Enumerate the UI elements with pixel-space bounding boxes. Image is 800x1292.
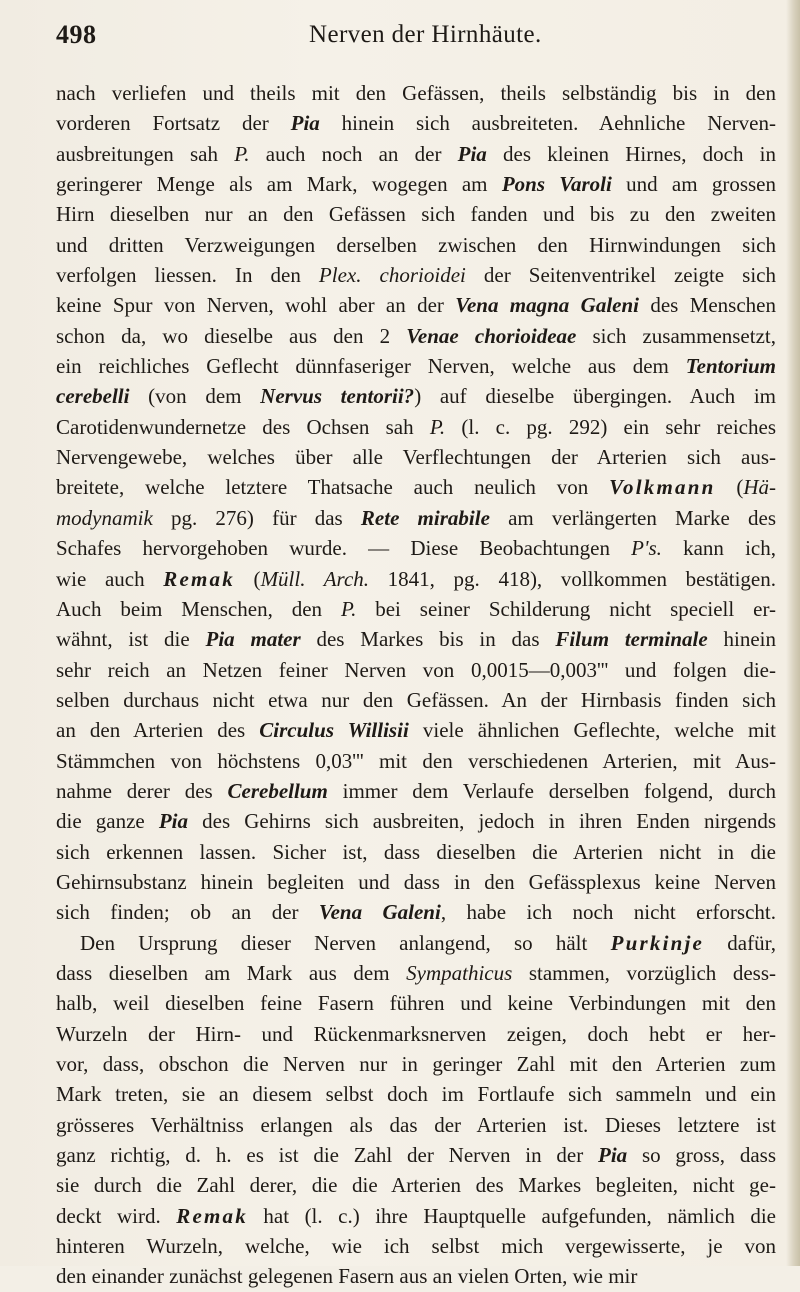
text-run: des Menschen — [639, 293, 776, 318]
text-run: (l. c. pg. 292) ein sehr reiches — [445, 414, 776, 439]
italic-term: Volkmann — [609, 475, 716, 500]
text-run: auch noch an der — [249, 141, 458, 166]
italic-term: Pia mater — [205, 627, 301, 652]
text-line — [56, 806, 776, 836]
text-line — [56, 1201, 776, 1231]
text-run: sie durch die Zahl derer, die die Arterien des Markes begleiten, nicht ge- — [56, 1173, 776, 1198]
page-header — [56, 20, 776, 56]
text-line — [56, 321, 776, 351]
text-run: und dritten Verzweigungen derselben zwischen den Hirnwindungen sich — [56, 232, 776, 257]
text-line — [56, 472, 776, 502]
text-run: dass dieselben am Mark aus dem — [56, 960, 407, 985]
page-number: 498 — [56, 20, 97, 49]
italic-term: Nervus tentorii? — [260, 384, 415, 409]
text-run: an den Arterien des — [56, 718, 260, 743]
italic-term: Rete mirabile — [360, 505, 490, 530]
text-run: 1841, pg. 418), vollkommen bestätigen. — [369, 566, 777, 591]
text-line — [56, 746, 776, 776]
text-line — [56, 685, 776, 715]
text-line — [56, 1079, 776, 1109]
text-run: Gehirnsubstanz hinein begleiten und dass in den Gefässplexus keine Nerven — [56, 869, 776, 894]
italic-term: Pia — [290, 111, 320, 136]
italic-term: Vena magna Galeni — [455, 293, 639, 318]
italic-term: Hä- — [743, 475, 776, 500]
text-run: Schafes hervorgehoben wurde. — Diese Beobachtungen — [56, 536, 632, 561]
italic-term: P. — [234, 141, 250, 166]
text-run: verfolgen liessen. In den — [56, 263, 319, 288]
text-run: hinein sich ausbreiteten. Aehnliche Nerven- — [319, 111, 776, 136]
text-run: schon da, wo dieselbe aus den 2 — [56, 323, 407, 348]
italic-term: Müll. Arch. — [260, 566, 370, 591]
text-run: , habe ich noch nicht erforscht. — [440, 900, 776, 925]
text-line — [56, 108, 776, 138]
text-run: am verlängerten Marke des — [489, 505, 776, 530]
text-run: und am grossen — [611, 172, 776, 197]
italic-term: modynamik — [56, 505, 153, 530]
running-title: Nerven der Hirnhäute. — [309, 21, 542, 48]
text-line — [56, 1140, 776, 1170]
text-run: geringerer Menge als am Mark, wogegen am — [56, 172, 502, 197]
italic-term: Pia — [158, 809, 189, 834]
text-run: breitete, welche letztere Thatsache auch neulich von — [56, 475, 610, 500]
italic-term: Pia — [598, 1143, 628, 1168]
text-run: deckt wird. — [56, 1203, 177, 1228]
text-run: hinteren Wurzeln, welche, wie ich selbst mich vergewisserte, je von — [56, 1234, 776, 1259]
text-run: Auch beim Menschen, den — [56, 596, 341, 621]
text-line — [56, 1110, 776, 1140]
text-run: Hirn dieselben nur an den Gefässen sich fanden und bis zu den zweiten — [56, 202, 776, 227]
text-run: so gross, dass — [627, 1143, 776, 1168]
italic-term: P's. — [631, 536, 662, 561]
text-run: des kleinen Hirnes, doch in — [486, 141, 776, 166]
text-run: grösseres Verhältniss erlangen als das der Arterien ist. Dieses letztere ist — [56, 1112, 776, 1137]
text-line — [56, 837, 776, 867]
text-line — [56, 988, 776, 1018]
text-line — [56, 351, 776, 381]
text-run: sich erkennen lassen. Sicher ist, dass dieselben die Arterien nicht in die — [56, 839, 776, 864]
text-run: Carotidenwundernetze des Ochsen sah — [56, 414, 430, 439]
text-run: wie auch — [56, 566, 164, 591]
text-run: halb, weil dieselben feine Fasern führen und keine Verbindungen mit den — [56, 991, 776, 1016]
text-line — [56, 776, 776, 806]
italic-term: Remak — [163, 566, 235, 591]
body-text — [56, 78, 776, 1292]
text-run: Mark treten, sie an diesem selbst doch im Fortlaufe sich sammeln und ein — [56, 1082, 776, 1107]
text-run: Nervengewebe, welches über alle Verflechtungen der Arterien sich aus- — [56, 445, 776, 470]
text-line — [56, 897, 776, 927]
text-line — [56, 655, 776, 685]
text-run: stammen, vorzüglich dess- — [512, 960, 776, 985]
text-line — [56, 199, 776, 229]
text-line — [56, 260, 776, 290]
text-run: ( — [234, 566, 261, 591]
text-run: nahme derer des — [56, 778, 228, 803]
text-run: hat (l. c.) ihre Hauptquelle aufgefunden, nämlich die — [247, 1203, 776, 1228]
italic-term: Remak — [176, 1203, 248, 1228]
text-run: ) auf dieselbe übergingen. Auch im — [414, 384, 777, 409]
text-run: hinein — [707, 627, 776, 652]
text-run: keine Spur von Nerven, wohl aber an der — [56, 293, 456, 318]
text-line — [56, 624, 776, 654]
text-run: immer dem Verlaufe derselben folgend, durch — [327, 778, 776, 803]
text-line — [56, 290, 776, 320]
text-run: Den Ursprung dieser Nerven anlangend, so hält — [80, 930, 611, 955]
italic-term: Venae chorioideae — [406, 323, 577, 348]
text-run: nach verliefen und theils mit den Gefässen, theils selbständig bis in den — [56, 81, 776, 105]
text-run: den einander zunächst gelegenen Fasern aus an vielen Orten, wie mir — [56, 1264, 638, 1289]
text-line — [56, 412, 776, 442]
text-run: sich zusammensetzt, — [576, 323, 776, 348]
text-run: Stämmchen von höchstens 0,03''' mit den verschiedenen Arterien, mit Aus- — [56, 748, 776, 773]
italic-term: Plex. chorioidei — [318, 263, 466, 288]
text-run: (von dem — [129, 384, 261, 409]
italic-term: P. — [429, 414, 446, 439]
text-line — [56, 442, 776, 472]
text-run: bei seiner Schilderung nicht speciell er- — [356, 596, 777, 621]
text-run: viele ähnlichen Geflechte, welche mit — [408, 718, 776, 743]
text-run: vorderen Fortsatz der — [56, 111, 291, 136]
text-run: vor, dass, obschon die Nerven nur in geringer Zahl mit den Arterien zum — [56, 1052, 776, 1076]
text-run: ganz richtig, d. h. es ist die Zahl der Nerven in der — [56, 1143, 598, 1168]
italic-term: Cerebellum — [227, 778, 328, 803]
italic-term: Purkinje — [610, 930, 705, 955]
italic-term: P. — [340, 596, 357, 621]
text-run: ( — [715, 475, 744, 500]
text-line — [56, 533, 776, 563]
text-run: ein reichliches Geflecht dünnfaseriger Nerven, welche aus dem — [56, 354, 686, 379]
italic-term: Filum terminale — [555, 627, 708, 652]
text-line — [56, 230, 776, 260]
text-run: pg. 276) für das — [152, 505, 361, 530]
text-line — [56, 867, 776, 897]
text-run: des Markes bis in das — [300, 627, 556, 652]
text-line — [56, 715, 776, 745]
italic-term: cerebelli — [56, 384, 130, 409]
text-line — [56, 169, 776, 199]
text-line — [56, 594, 776, 624]
text-run: der Seitenventrikel zeigte sich — [465, 263, 776, 288]
text-line — [56, 928, 776, 958]
text-line — [56, 503, 776, 533]
italic-term: Circulus Willisii — [259, 718, 409, 743]
text-line — [56, 564, 776, 594]
italic-term: Pia — [457, 141, 487, 166]
text-line — [56, 1019, 776, 1049]
text-run: selben durchaus nicht etwa nur den Gefässen. An der Hirnbasis finden sich — [56, 687, 776, 712]
italic-term: Sympathicus — [406, 960, 513, 985]
text-line — [56, 78, 776, 108]
text-line — [56, 1231, 776, 1261]
text-line — [56, 1170, 776, 1200]
text-run: sich finden; ob an der — [56, 900, 319, 925]
text-line — [56, 958, 776, 988]
text-line — [56, 1049, 776, 1079]
text-run: kann ich, — [661, 536, 776, 561]
text-line — [56, 139, 776, 169]
text-run: Wurzeln der Hirn- und Rückenmarksnerven zeigen, doch hebt er her- — [56, 1021, 776, 1046]
text-line — [56, 381, 776, 411]
text-run: wähnt, ist die — [56, 627, 206, 652]
text-run: ausbreitungen sah — [56, 141, 235, 166]
text-run: die ganze — [56, 809, 159, 834]
italic-term: Tentorium — [685, 354, 776, 379]
page-edge-shadow — [786, 0, 800, 1266]
text-run: des Gehirns sich ausbreiten, jedoch in ihren Enden nirgends — [188, 809, 776, 834]
text-run: sehr reich an Netzen feiner Nerven von 0,0015—0,003''' und folgen die- — [56, 657, 776, 682]
italic-term: Pons Varoli — [501, 172, 612, 197]
text-run: dafür, — [704, 930, 776, 955]
italic-term: Vena Galeni — [318, 900, 441, 925]
